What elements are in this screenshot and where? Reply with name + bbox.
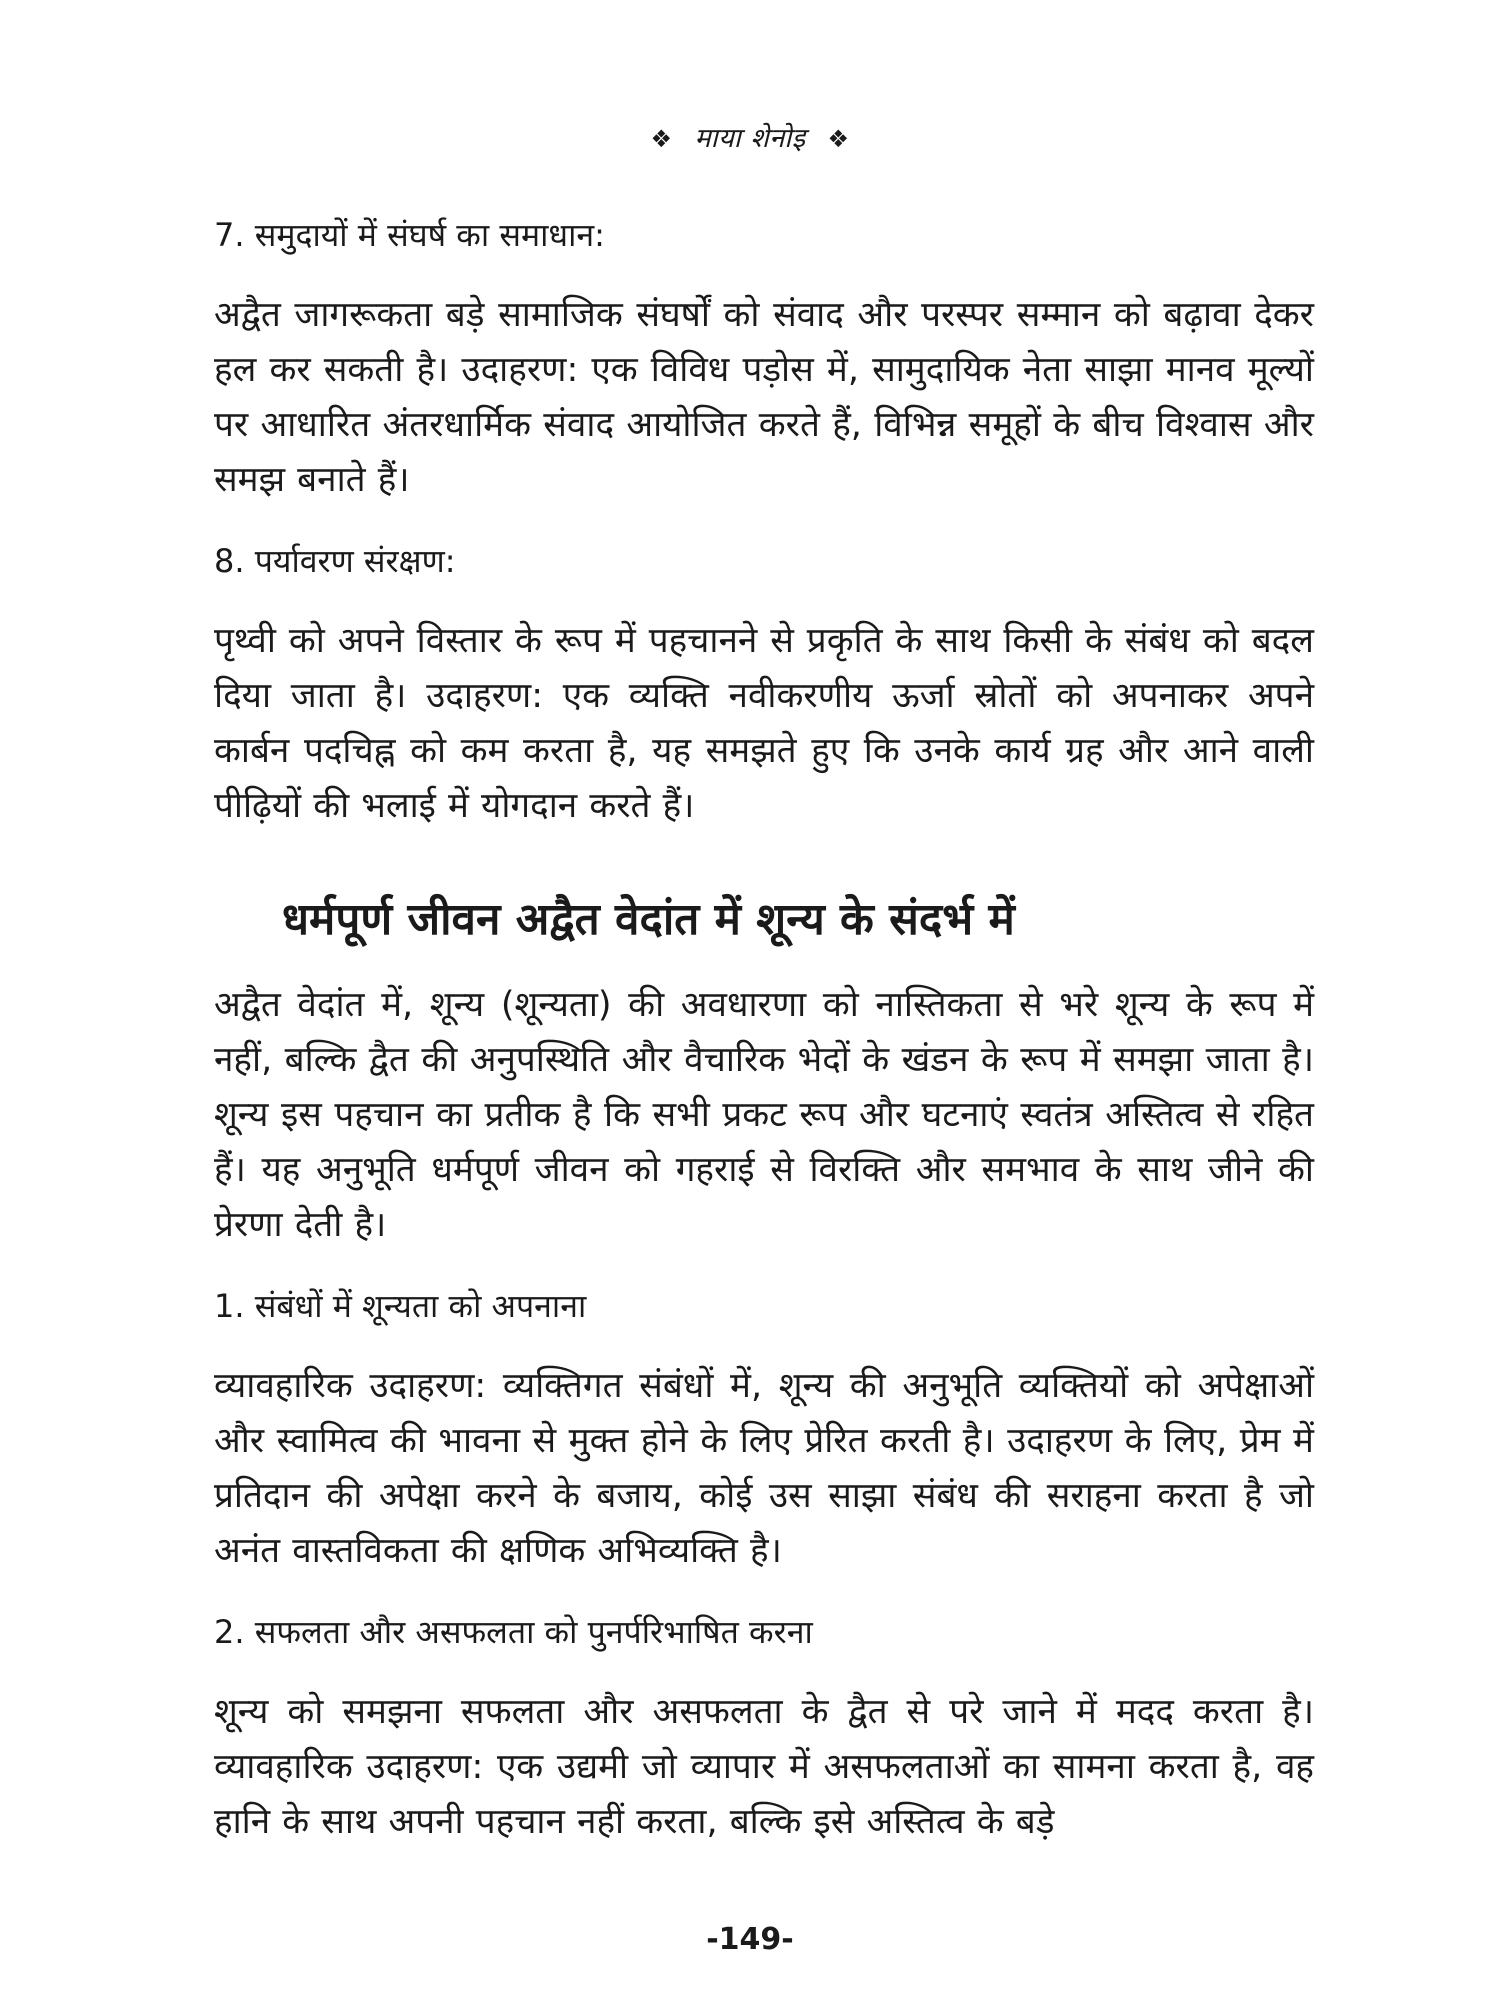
author-name: माया शेनोइ <box>694 123 806 154</box>
running-header <box>0 118 1500 155</box>
ornament-right-icon: ❖ <box>827 125 850 153</box>
page-number: -149- <box>706 1922 794 1957</box>
section-title: धर्मपूर्ण जीवन अद्वैत वेदांत में शून्य के संदर्भ में <box>282 894 1015 945</box>
page-content <box>214 212 1314 1880</box>
ornament-left-icon: ❖ <box>650 125 673 153</box>
point-1-paragraph: व्यावहारिक उदाहरण: व्यक्तिगत संबंधों में, शून्य की अनुभूति व्यक्तियों को अपेक्षाओं और स्वामित्व की भावना से मुक्त होने के लिए प्रेरित करती है। उदाहरण के लिए, प्रेम में प्रतिदान की अपेक्षा करने के बजाय, कोई उस साझा संबंध की सराहना करता है जो अनंत वास्तविकता की क्षणिक अभिव्यक्ति है। <box>214 1366 1314 1571</box>
item-7-paragraph: अद्वैत जागरूकता बड़े सामाजिक संघर्षों को संवाद और परस्पर सम्मान को बढ़ावा देकर हल कर सकती है। उदाहरण: एक विविध पड़ोस में, सामुदायिक नेता साझा मानव मूल्यों पर आधारित अंतरधार्मिक संवाद आयोजित करते हैं, विभिन्न समूहों के बीच विश्वास और समझ बनाते हैं। <box>214 295 1314 500</box>
point-1-heading: 1. संबंधों में शून्यता को अपनाना <box>214 1287 587 1325</box>
item-7-heading: 7. समुदायों में संघर्ष का समाधान: <box>214 216 605 254</box>
item-8-paragraph: पृथ्वी को अपने विस्तार के रूप में पहचानने से प्रकृति के साथ किसी के संबंध को बदल दिया जाता है। उदाहरण: एक व्यक्ति नवीकरणीय ऊर्जा स्रोतों को अपनाकर अपने कार्बन पदचिह्न को कम करता है, यह समझते हुए कि उनके कार्य ग्रह और आने वाली पीढ़ियों की भलाई में योगदान करते हैं। <box>214 621 1314 826</box>
point-2-heading: 2. सफलता और असफलता को पुनर्परिभाषित करना <box>214 1613 813 1651</box>
point-2-paragraph: शून्य को समझना सफलता और असफलता के द्वैत से परे जाने में मदद करता है। व्यावहारिक उदाहरण: एक उद्यमी जो व्यापार में असफलताओं का सामना करता है, वह हानि के साथ अपनी पहचान नहीं करता, बल्कि इसे अस्तित्व के बड़े <box>214 1692 1314 1842</box>
item-8-heading: 8. पर्यावरण संरक्षण: <box>214 542 456 580</box>
section-intro-paragraph: अद्वैत वेदांत में, शून्य (शून्यता) की अवधारणा को नास्तिकता से भरे शून्य के रूप में नहीं, बल्कि द्वैत की अनुपस्थिति और वैचारिक भेदों के खंडन के रूप में समझा जाता है। शून्य इस पहचान का प्रतीक है कि सभी प्रकट रूप और घटनाएं स्वतंत्र अस्तित्व से रहित हैं। यह अनुभूति धर्मपूर्ण जीवन को गहराई से विरक्ति और समभाव के साथ जीने की प्रेरणा देती है। <box>214 985 1314 1245</box>
